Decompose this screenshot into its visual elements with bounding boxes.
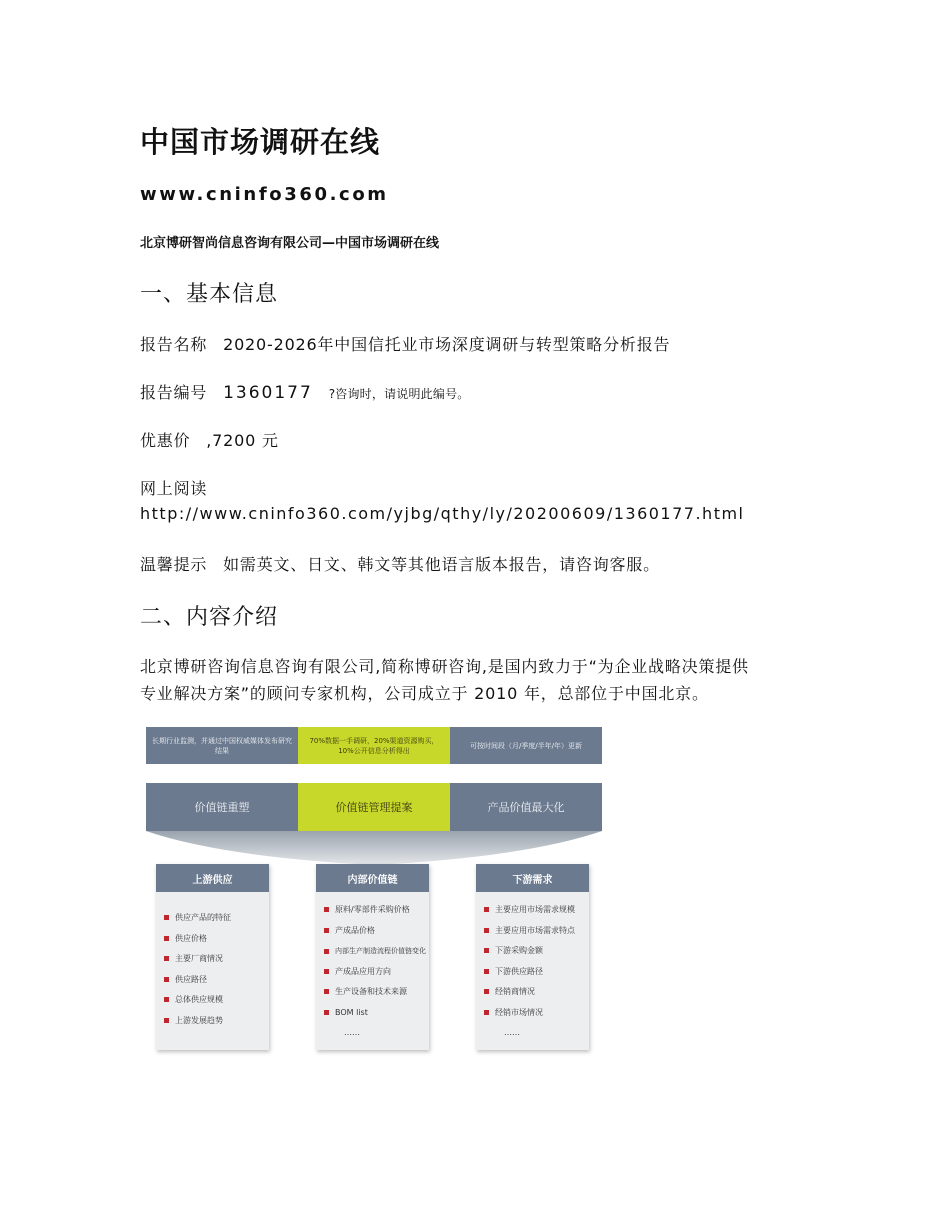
- online-url-link[interactable]: http://www.cninfo360.com/yjbg/qthy/ly/20200609/1360177.html: [140, 504, 745, 523]
- list-item: 供应产品的特征: [164, 912, 269, 933]
- report-no-label: 报告编号: [140, 383, 208, 402]
- bullet-icon: [324, 928, 329, 933]
- list-item: 原料/零部件采购价格: [324, 904, 429, 925]
- list-item: 主要厂商情况: [164, 953, 269, 974]
- diagram-top-box-3: 可按时间段（月/季度/半年/年）更新: [450, 727, 602, 764]
- site-url[interactable]: www.cninfo360.com: [140, 184, 389, 205]
- bullet-icon: [484, 989, 489, 994]
- column-card-upstream: [156, 864, 269, 1050]
- bullet-icon: [484, 948, 489, 953]
- report-name-value: 2020-2026年中国信托业市场深度调研与转型策略分析报告: [223, 335, 671, 354]
- company-line: 北京博研智尚信息咨询有限公司—中国市场调研在线: [140, 236, 440, 251]
- list-item: 经销市场情况: [484, 1007, 589, 1028]
- price-row: [140, 428, 279, 451]
- value-chain-diagram: [146, 727, 602, 1052]
- list-item: 产成品应用方向: [324, 966, 429, 987]
- online-label: 网上阅读: [140, 479, 208, 498]
- column-title-internal: 内部价值链: [316, 864, 429, 892]
- list-item: 主要应用市场需求规模: [484, 904, 589, 925]
- column-card-downstream: [476, 864, 589, 1050]
- list-item: 供应路径: [164, 974, 269, 995]
- report-no-row: [140, 380, 469, 403]
- diagram-mid-box-2: 价值链管理提案: [298, 783, 450, 831]
- bullet-icon: [164, 936, 169, 941]
- list-item: 经销商情况: [484, 986, 589, 1007]
- bullet-icon: [324, 949, 329, 954]
- list-item: 总体供应规模: [164, 994, 269, 1015]
- bullet-icon: [324, 989, 329, 994]
- diagram-top-box-2: 70%数据一手调研，20%渠道资源购买，10%公开信息分析得出: [298, 727, 450, 764]
- tip-label: 温馨提示: [140, 555, 208, 574]
- list-item: 下游供应路径: [484, 966, 589, 987]
- list-item: 生产设备和技术来源: [324, 986, 429, 1007]
- diagram-mid-box-3: 产品价值最大化: [450, 783, 602, 831]
- tip-row: [140, 552, 660, 575]
- site-title: 中国市场调研在线: [140, 125, 381, 159]
- bullet-icon: [164, 956, 169, 961]
- price-value: ,7200 元: [206, 431, 279, 450]
- column-card-internal: [316, 864, 429, 1050]
- bullet-icon: [164, 977, 169, 982]
- tip-text: 如需英文、日文、韩文等其他语言版本报告，请咨询客服。: [223, 555, 660, 574]
- bullet-icon: [324, 1010, 329, 1015]
- list-item: BOM list: [324, 1007, 429, 1028]
- column-title-upstream: 上游供应: [156, 864, 269, 892]
- report-name-row: [140, 332, 670, 355]
- diagram-top-box-1: 长期行业监测，并通过中国权威媒体发布研究结果: [146, 727, 298, 764]
- section-heading-content-intro: 二、内容介绍: [140, 605, 279, 630]
- bullet-icon: [324, 969, 329, 974]
- column-title-downstream: 下游需求: [476, 864, 589, 892]
- bullet-icon: [484, 969, 489, 974]
- list-item: 上游发展趋势: [164, 1015, 269, 1036]
- list-item: 内部生产制造流程价值链变化: [324, 945, 429, 966]
- bullet-icon: [324, 907, 329, 912]
- diagram-mid-box-1: 价值链重塑: [146, 783, 298, 831]
- report-name-label: 报告名称: [140, 335, 208, 354]
- bullet-icon: [164, 915, 169, 920]
- list-item: 主要应用市场需求特点: [484, 925, 589, 946]
- section-heading-basic-info: 一、基本信息: [140, 282, 279, 307]
- report-no-value: 1360177: [223, 383, 313, 403]
- bullet-icon: [164, 997, 169, 1002]
- intro-paragraph-line-1: 北京博研咨询信息咨询有限公司,简称博研咨询,是国内致力于“为企业战略决策提供: [140, 657, 749, 676]
- bullet-icon: [484, 928, 489, 933]
- price-label: 优惠价: [140, 431, 191, 450]
- list-item: 下游采购金额: [484, 945, 589, 966]
- list-item: 产成品价格: [324, 925, 429, 946]
- list-more: ……: [344, 1028, 360, 1037]
- list-item: 供应价格: [164, 933, 269, 954]
- intro-paragraph-line-2: 专业解决方案”的顾问专家机构，公司成立于 2010 年，总部位于中国北京。: [140, 684, 709, 703]
- bullet-icon: [484, 907, 489, 912]
- report-no-note: ?咨询时，请说明此编号。: [328, 387, 470, 401]
- bullet-icon: [164, 1018, 169, 1023]
- list-more: ……: [504, 1028, 520, 1037]
- bullet-icon: [484, 1010, 489, 1015]
- funnel-shape: [146, 831, 602, 865]
